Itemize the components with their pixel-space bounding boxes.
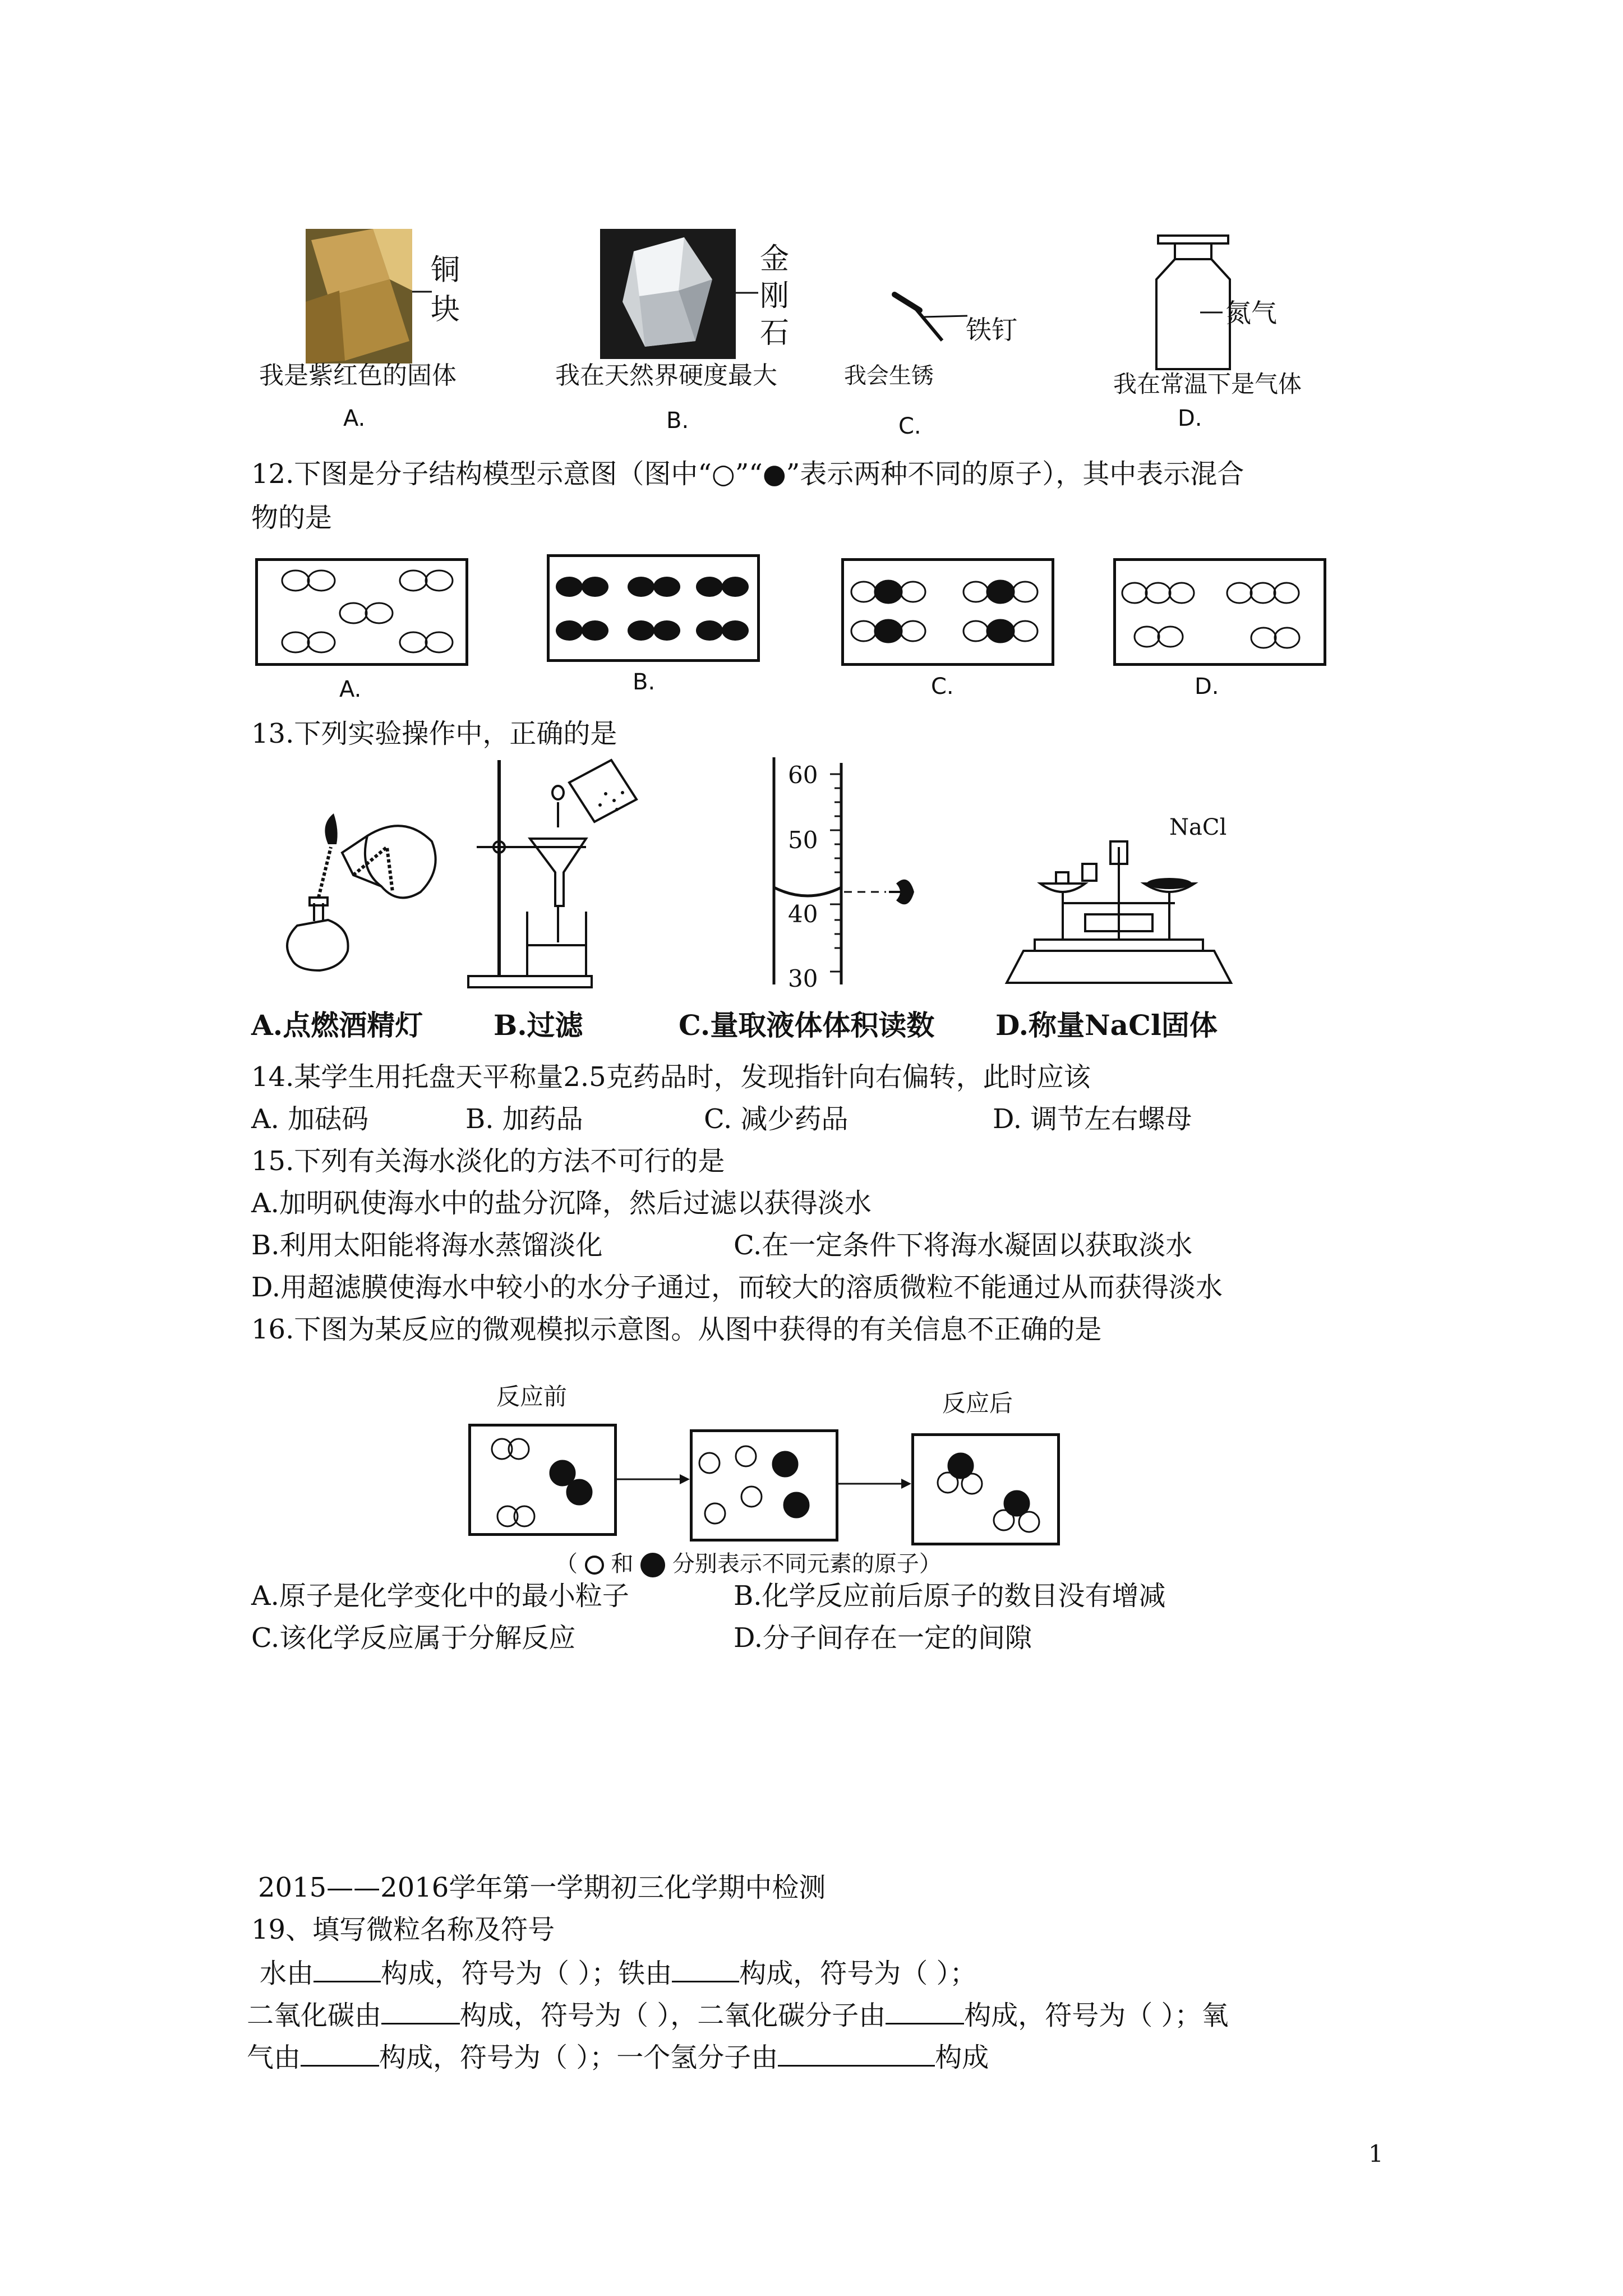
- q11-caption-c: 我会生锈: [844, 363, 934, 389]
- q15-option-d: D.用超滤膜使海水中较小的水分子通过，而较大的溶质微粒不能通过从而获得淡水: [251, 1272, 1223, 1303]
- measuring-cylinder-illustration: [746, 757, 959, 987]
- exam-title: 2015——2016学年第一学期初三化学期中检测: [258, 1872, 826, 1903]
- filled-circle-icon: [640, 1553, 665, 1577]
- q16-legend: [555, 1547, 942, 1581]
- q19-blank-co2-molecule[interactable]: [886, 2000, 964, 2024]
- q11-letter-c: C.: [898, 413, 921, 439]
- diamond-pointer: [736, 292, 758, 294]
- q19-line3: [247, 2041, 989, 2074]
- cylinder-tick-40: 40: [788, 900, 818, 928]
- page-number: 1: [1368, 2140, 1384, 2168]
- q13-caption-d: D.称量NaCl固体: [995, 1009, 1218, 1042]
- q19-l1-a: 水由: [260, 1958, 314, 1989]
- q13-caption-b: B.过滤: [494, 1009, 583, 1042]
- q15-stem: 15.下列有关海水淡化的方法不可行的是: [251, 1145, 725, 1177]
- q11-caption-a: 我是紫红色的固体: [259, 361, 457, 390]
- q16-legend-open: （: [555, 1551, 578, 1577]
- gas-bottle-icon: [1150, 234, 1237, 372]
- q19-blank-water[interactable]: [313, 1958, 381, 1982]
- q14-option-a: A. 加砝码: [251, 1103, 369, 1135]
- q19-stem: 19、填写微粒名称及符号: [251, 1914, 555, 1945]
- q19-l1-c: 构成，符号为（ ）；: [739, 1958, 977, 1989]
- q12-letter-a: A.: [339, 677, 362, 702]
- copper-pointer: [412, 291, 432, 293]
- q15-option-b: B.利用太阳能将海水蒸馏淡化: [251, 1230, 603, 1261]
- q16-option-c: C.该化学反应属于分解反应: [251, 1622, 576, 1654]
- q14-stem: 14.某学生用托盘天平称量2.5克药品时，发现指针向右偏转，此时应该: [251, 1061, 1091, 1093]
- alcohol-lamp-illustration: [275, 813, 454, 987]
- gas-pointer: [1200, 311, 1223, 314]
- q12-stem-line2: 物的是: [251, 502, 333, 533]
- q16-molecules-after: [911, 1433, 1060, 1545]
- q19-l3-a: 气由: [247, 2042, 301, 2073]
- q11-caption-d: 我在常温下是气体: [1113, 370, 1302, 398]
- q12-letter-d: D.: [1195, 674, 1219, 700]
- q16-arrow-2: [838, 1475, 911, 1492]
- diamond-label-3: 石: [760, 316, 790, 350]
- q19-blank-oxygen[interactable]: [301, 2042, 379, 2067]
- q19-l2-a: 二氧化碳由: [247, 2000, 382, 2031]
- q12-stem-line1: 12.下图是分子结构模型示意图（图中“○”“●”表示两种不同的原子），其中表示混合: [251, 458, 1244, 490]
- nail-label: 铁钉: [966, 315, 1017, 345]
- q11-letter-d: D.: [1178, 406, 1202, 431]
- q16-legend-and: 和: [611, 1551, 634, 1577]
- q19-line2: [247, 1999, 1229, 2032]
- q19-blank-co2[interactable]: [381, 2000, 460, 2024]
- diamond-label-2: 刚: [760, 279, 790, 313]
- open-circle-icon: [585, 1556, 604, 1575]
- q16-option-d: D.分子间存在一定的间隙: [734, 1622, 1032, 1654]
- balance-illustration: [1001, 836, 1237, 984]
- q16-arrow-1: [617, 1471, 690, 1488]
- q11-caption-b: 我在天然界硬度最大: [555, 361, 777, 390]
- q14-option-d: D. 调节左右螺母: [993, 1103, 1192, 1135]
- cylinder-tick-60: 60: [788, 761, 818, 789]
- q19-blank-iron[interactable]: [672, 1958, 739, 1982]
- q12-molecules-d: [1113, 558, 1326, 666]
- balance-nacl-label: NaCl: [1169, 815, 1227, 840]
- copper-label-2: 块: [431, 293, 460, 326]
- q11-letter-b: B.: [666, 408, 689, 434]
- q19-line1: [260, 1957, 977, 1990]
- filtration-illustration: [465, 760, 673, 990]
- diamond-label-1: 金: [760, 242, 790, 276]
- copper-label-1: 铜: [431, 254, 460, 287]
- q16-stem: 16.下图为某反应的微观模拟示意图。从图中获得的有关信息不正确的是: [251, 1314, 1102, 1345]
- copper-block-photo: [306, 229, 412, 364]
- q16-atoms-middle: [690, 1429, 838, 1542]
- q19-l3-c: 构成: [935, 2042, 989, 2073]
- q13-caption-a: A.点燃酒精灯: [251, 1009, 423, 1042]
- q19-l3-b: 构成，符号为（ ）；一个氢分子由: [379, 2042, 778, 2073]
- q16-before-label: 反应前: [496, 1383, 568, 1410]
- q16-molecules-before: [468, 1424, 617, 1536]
- q19-l2-b: 构成，符号为（ ），二氧化碳分子由: [460, 2000, 886, 2031]
- iron-nail-icon: [889, 289, 973, 345]
- q12-molecules-b: [547, 554, 760, 662]
- q14-option-c: C. 减少药品: [704, 1103, 849, 1135]
- q16-after-label: 反应后: [942, 1389, 1013, 1417]
- q15-option-c: C.在一定条件下将海水凝固以获取淡水: [734, 1230, 1193, 1261]
- q11-letter-a: A.: [343, 406, 366, 431]
- q12-letter-b: B.: [633, 669, 656, 695]
- cylinder-tick-50: 50: [788, 826, 818, 854]
- q16-option-a: A.原子是化学变化中的最小粒子: [251, 1580, 629, 1612]
- q12-letter-c: C.: [931, 674, 954, 700]
- cylinder-tick-30: 30: [788, 965, 818, 992]
- q16-legend-rest: 分别表示不同元素的原子）: [672, 1551, 942, 1577]
- q16-option-b: B.化学反应前后原子的数目没有增减: [734, 1580, 1166, 1612]
- q19-blank-hydrogen[interactable]: [778, 2042, 935, 2067]
- diamond-photo: [600, 229, 736, 359]
- q12-molecules-a: [255, 558, 468, 666]
- q15-option-a: A.加明矾使海水中的盐分沉降，然后过滤以获得淡水: [251, 1188, 872, 1219]
- gas-label: 氮气: [1225, 298, 1277, 328]
- q19-l1-b: 构成，符号为（ ）；铁由: [381, 1958, 672, 1989]
- q13-caption-c: C.量取液体体积读数: [679, 1009, 935, 1042]
- q14-option-b: B. 加药品: [465, 1103, 583, 1135]
- q12-molecules-c: [841, 558, 1054, 666]
- q19-l2-c: 构成，符号为（ ）；氧: [964, 2000, 1229, 2031]
- q13-stem: 13.下列实验操作中，正确的是: [251, 718, 617, 749]
